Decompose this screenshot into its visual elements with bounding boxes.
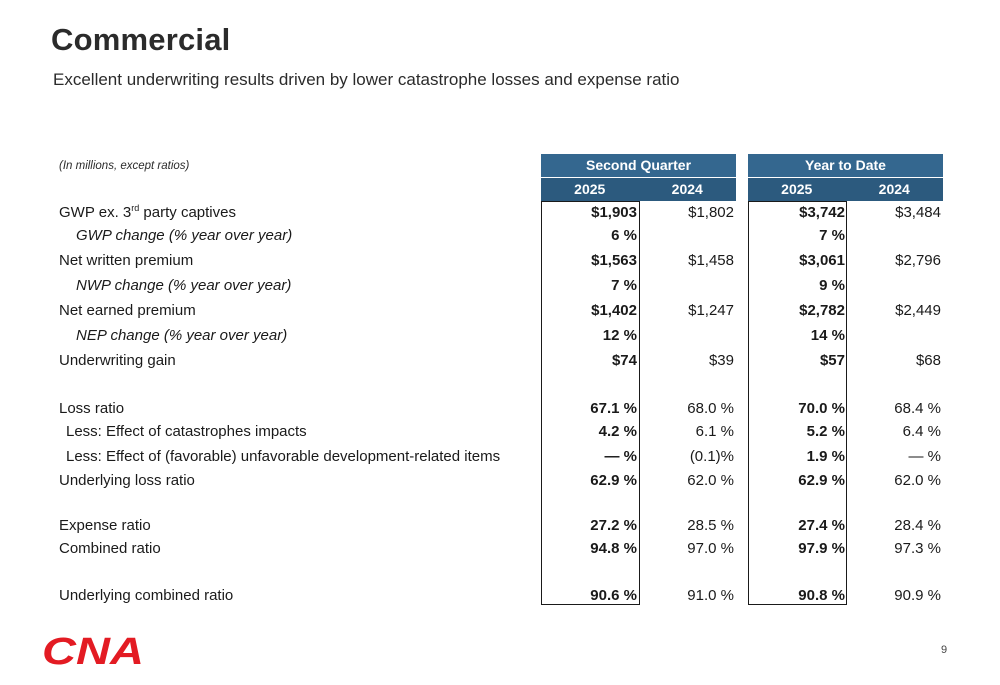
cell-q2-2024: 68.0 % <box>687 400 734 417</box>
table-row <box>0 325 1000 347</box>
cell-q2-2025: 4.2 % <box>598 423 637 440</box>
page-title: Commercial <box>51 22 231 57</box>
cell-ytd-2025: $57 <box>819 352 845 369</box>
cell-q2-2024: 62.0 % <box>687 472 734 489</box>
cell-ytd-2025: $3,061 <box>799 252 845 269</box>
cell-ytd-2024: 6.4 % <box>902 423 941 440</box>
row-label: Less: Effect of (favorable) unfavorable development-related items <box>66 448 501 465</box>
table-row <box>0 275 1000 297</box>
table-row <box>0 421 1000 443</box>
table-row <box>0 585 1000 607</box>
cell-ytd-2024: $68 <box>915 352 941 369</box>
cell-q2-2025: 12 % <box>602 327 637 344</box>
cell-ytd-2025: 70.0 % <box>798 400 845 417</box>
page-subtitle: Excellent underwriting results driven by lower catastrophe losses and expense ratio <box>53 70 680 89</box>
table-row <box>0 225 1000 247</box>
cell-ytd-2025: 1.9 % <box>806 448 845 465</box>
cell-ytd-2025: $3,742 <box>799 204 845 221</box>
row-label: Underwriting gain <box>59 352 176 369</box>
page-number: 9 <box>941 644 948 656</box>
row-label: Underlying loss ratio <box>59 472 195 489</box>
cell-q2-2025: 7 % <box>611 277 637 294</box>
cell-ytd-2025: 5.2 % <box>806 423 845 440</box>
cell-q2-2025: 94.8 % <box>590 540 637 557</box>
cell-q2-2025: $1,903 <box>591 204 637 221</box>
cell-ytd-2025: 14 % <box>810 327 845 344</box>
cell-q2-2025: $74 <box>611 352 637 369</box>
row-label: NEP change (% year over year) <box>76 327 288 344</box>
cell-ytd-2024: $3,484 <box>895 204 941 221</box>
cell-q2-2025: $1,402 <box>591 302 637 319</box>
header-second-quarter: Second Quarter <box>541 154 736 177</box>
row-label: Loss ratio <box>59 400 125 417</box>
table-row <box>0 350 1000 372</box>
units-note: (In millions, except ratios) <box>59 160 190 172</box>
cell-q2-2024: $1,247 <box>688 302 734 319</box>
table-row <box>0 446 1000 468</box>
cell-q2-2024: $1,802 <box>688 204 734 221</box>
cell-q2-2025: $1,563 <box>591 252 637 269</box>
cell-ytd-2024: 28.4 % <box>894 517 941 534</box>
cell-ytd-2025: 9 % <box>819 277 845 294</box>
table-row <box>0 470 1000 492</box>
cna-logo <box>42 633 146 667</box>
cell-ytd-2025: 7 % <box>819 227 845 244</box>
header-year-2025-ytd: 2025 <box>781 181 813 197</box>
cell-q2-2025: — % <box>604 448 637 465</box>
table-row <box>0 538 1000 560</box>
row-label: GWP ex. 3rd party captives <box>59 203 236 221</box>
table-row <box>0 398 1000 420</box>
cell-ytd-2025: 27.4 % <box>798 517 845 534</box>
table-row <box>0 250 1000 272</box>
row-label: NWP change (% year over year) <box>76 277 292 294</box>
cell-q2-2024: $1,458 <box>688 252 734 269</box>
cell-q2-2024: 91.0 % <box>687 587 734 604</box>
row-label: Less: Effect of catastrophes impacts <box>66 423 307 440</box>
cell-q2-2024: 28.5 % <box>687 517 734 534</box>
row-label: Net earned premium <box>59 302 196 319</box>
cell-ytd-2024: 90.9 % <box>894 587 941 604</box>
cell-q2-2025: 6 % <box>611 227 637 244</box>
cell-q2-2024: $39 <box>708 352 734 369</box>
header-year-2024-q: 2024 <box>671 181 703 197</box>
row-label: Net written premium <box>59 252 194 269</box>
cell-ytd-2024: 97.3 % <box>894 540 941 557</box>
table-row <box>0 515 1000 537</box>
header-years-quarter <box>541 178 736 201</box>
table-row <box>0 202 1000 224</box>
cell-ytd-2025: 97.9 % <box>798 540 845 557</box>
cell-q2-2025: 62.9 % <box>590 472 637 489</box>
cell-ytd-2025: 90.8 % <box>798 587 845 604</box>
cell-q2-2024: 97.0 % <box>687 540 734 557</box>
cna-logo-text: CNA <box>42 633 144 667</box>
cell-ytd-2024: — % <box>908 448 941 465</box>
cell-ytd-2025: $2,782 <box>799 302 845 319</box>
row-label: Combined ratio <box>59 540 161 557</box>
cell-ytd-2024: 62.0 % <box>894 472 941 489</box>
cell-q2-2025: 90.6 % <box>590 587 637 604</box>
cell-ytd-2025: 62.9 % <box>798 472 845 489</box>
cell-ytd-2024: $2,449 <box>895 302 941 319</box>
table-row <box>0 300 1000 322</box>
cell-q2-2025: 67.1 % <box>590 400 637 417</box>
header-year-2024-ytd: 2024 <box>878 181 910 197</box>
header-years-ytd <box>748 178 943 201</box>
cell-q2-2024: 6.1 % <box>695 423 734 440</box>
cell-q2-2024: (0.1)% <box>689 448 734 465</box>
header-year-to-date: Year to Date <box>748 154 943 177</box>
cell-q2-2025: 27.2 % <box>590 517 637 534</box>
row-label: GWP change (% year over year) <box>76 227 293 244</box>
cell-ytd-2024: $2,796 <box>895 252 941 269</box>
cell-ytd-2024: 68.4 % <box>894 400 941 417</box>
row-label: Underlying combined ratio <box>59 587 234 604</box>
header-year-2025-q: 2025 <box>574 181 606 197</box>
row-label: Expense ratio <box>59 517 151 534</box>
